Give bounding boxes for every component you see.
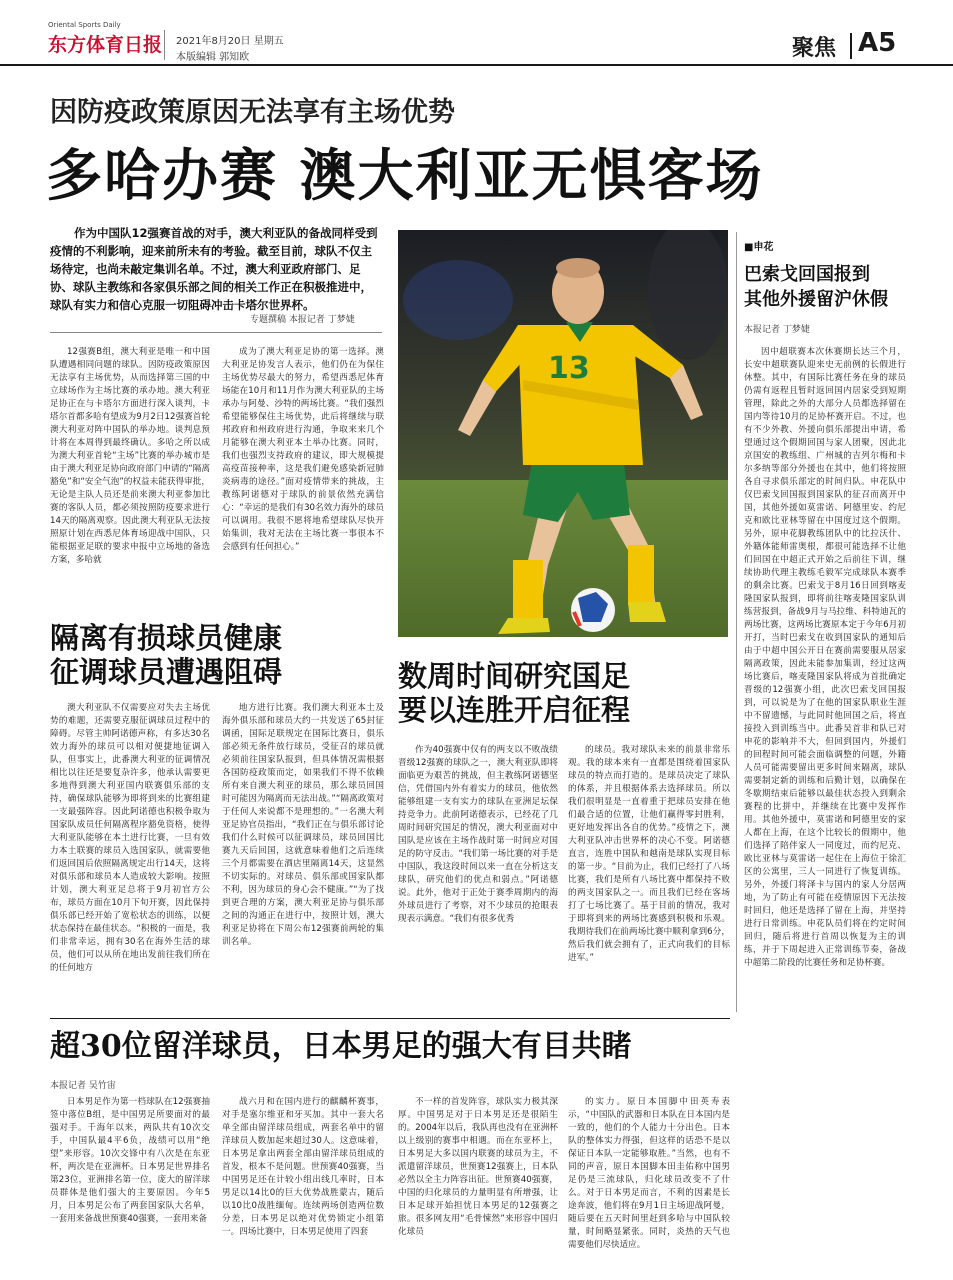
article-column-5: 作为40强赛中仅有的两支以不败战绩晋级12强赛的球队之一，澳大利亚队即将面临更为艰苦的挑战，但主教练阿诺德坚信，凭借国内外有着实力的球员，他依然能够组建一支有实力的球队在亚洲足坛保持竞争力。此前阿诺德表示，已经花了几周时间研究国足的情况，澳大利亚面对中国队是应该在主场作战时第一时间应对国足的防守反击。“我们第一场比赛的对手是中国队，我这段时间以来一直在分析这支球队，研究他们的优点和弱点。”阿诺德说。此外，他对于正处于赛季周期内的海外球员进行了考察，对不少球员的抢眼表现表示满意。“我们有很多优秀 [398, 745, 558, 924]
subhead-study-line-2: 要以连胜开启征程 [398, 692, 631, 727]
sidebar-body: 因中超联赛本次休赛期长达三个月，长安中超联赛队迎来史无前例的长假进行休整。其中，有国际比赛任务在身的球员仍需有返程且暂时返回国内居家受到短期管理，除此之外的大部分人员都选择留在国内等待10月的足协杯赛开启。不过，也有不少外教、外援向俱乐部提出申请，希望通过这个假期回国与家人团聚，因此北京国安的教练组、广州城的吉列尔梅和卡尔多纳等部分外援也在其中，他们将按照各自寻求俱乐部定的时间归队。申花队中仅巴索戈回国报到国家队的征召而离开中国，其他外援如莫雷诺、阿德里安、约尼克和欧比亚林等留在中国度过这个假期。另外，原申花脚教练团队中的比拉沃什、外籍体能师雷奥根，都很可能选择不让他们回国在中超正式开始之后前往下训，继续协助代理主教练毛毅军完成球队本赛季的剩余比赛。巴索戈于8月16日回到喀麦隆国家队报到，即将前往喀麦隆国家队训练营报到，备战9月与马拉维、科特迪瓦的两场比赛，这两场比赛原本定于今年6月初开打，当时巴索戈在收到国家队的通知后由于中超中国公开日在赛前需要服从居家隔离政策，因此未能参加集训，经过这两场比赛后，喀麦隆国家队将成为首批确定晋级的12强赛小组，此次巴索戈回国报到，可以说是为了在他的国家队职业生涯中不留遗憾，与此同时他回国之后，将直接投入到训练当中。此番吴首非和队已对申花的影响并不大，但回到国内，外援们的回程时间可能会面临调整的问题，外籍人员可能需要留出更多时间来隔离，球队需要制定新的训练和后勤计划，以确保在冬歇期结束后能够以最佳状态投入到剩余赛程的比拼中，并继续在比赛中发挥作用。其他外援中，莫雷诺和阿德里安的家人都在上海，在这个比较长的假期中，他们选择了陪伴家人一同度过，而约尼克、欧比亚林与莫雷诺一起住在上海位于徐汇区的公寓里，三人一同进行了恢复训练。另外，外援门将泽卡与国内的家人分居两地，为了防止有可能在疫情原因下无法按时回归，他还是选择了留在上海，并坚持进行日常训练。申花队员们将在约定时间回归，随后将进行首周以恢复为主的训练，并于下周起进入正常训练节奏，备战中超第二阶段的比赛任务和足协杯赛。 [744, 347, 906, 968]
subhead-isolation [50, 622, 282, 689]
logo-text: 东方体育日报 [48, 34, 163, 56]
sidebar-title [744, 262, 888, 312]
subhead-isolation-line-1: 隔离有损球员健康 [50, 621, 283, 655]
section-divider [850, 33, 852, 59]
bottom-story-rule [50, 1018, 730, 1019]
article-column-2: 成为了澳大利亚足协的第一选择。澳大利亚足协发言人表示，他们仍在为保住主场优势尽最大的努力，希望西悉尼体育场能在10月和11月作为澳大利亚队的主场承办与阿曼、沙特的两场比赛。“我们强烈希望能够保住主场优势，此后将继续与联邦政府和州政府进行沟通，争取来来几个月能够在澳大利亚本土举办比赛。同时，我们也强烈支持政府的建议，即大规模提高疫苗接种率，这是我们避免感染新冠肺炎病毒的途径。”面对疫情带来的挑战，主教练阿诺德对于球队的前景依然充满信心：“幸运的是我们有30名效力海外的球员可以调用。我很不愿将地希望球队尽快开始集训，我对无法在主场比赛一事很本不会感到有任何担心。” [222, 347, 384, 552]
article-lead: 作为中国队12强赛首战的对手，澳大利亚队的备战同样受到疫情的不利影响，迎来前所未有的考验。截至目前，球队不仅主场待定，也尚未敲定集训名单。不过，澳大利亚政府部门、足协、球队主教练和各家俱乐部之间的相关工作正在积极推进中，球队有实力和信心克服一切阻碍冲击卡塔尔世界杯。 [50, 226, 378, 312]
player-photo [398, 230, 728, 637]
section-name: 聚焦 [792, 35, 837, 61]
bottom-column-4: 的实力。原日本国脚中田英寿表示，“中国队的武器和日本队在日本国内是一致的，他们的个人能力十分出色。日本队的整体实力得强，但这样的话恐不是以保证日本队一定能够取胜。”当然，也有不同的声音，原日本国脚本田圭佑称中国男足仍是三流球队，归化球员改变不了什么。对于日本男足而言，不利的因素是长途奔波，他们将在9月1日主场迎战阿曼，随后要在五天时间里赶到多哈与中国队较量，时间略显紧张。同时，炎热的天气也需要他们尽快适应。 [568, 1097, 730, 1250]
article-headline: 多哈办赛 澳大利亚无惧客场 [46, 143, 764, 209]
masthead-divider [164, 30, 165, 60]
article-column-6: 的球员。我对球队未来的前景非常乐观。我的球本来有一直都是围绕着国家队球员的特点而打造的。是球员决定了球队的体系，并且根据体系去选择球员。所以我们很明显是一直着重于把球员安排在他们最合适的位置，让他们赢得零封胜利，更好地发挥出各自的优势。”疫情之下，澳大利亚队冲击世界杯的决心不变。阿诺德直言，连胜中国队和越南是球队实现目标的第一步。“目前为止，我们已经打了八场比赛，我们是所有八场比赛中都保持不败的两支国家队之一。而且我们已经在客场打了七场比赛了。基于目前的情况，我对于即将到来的两场比赛感到积极和乐观。我期待我们在前两场比赛中顺利拿到6分，然后我们就会拥有了，正式向我们的目标进军。” [568, 745, 730, 963]
player-photo-illustration [398, 230, 728, 637]
newspaper-logo [48, 21, 163, 57]
article-column-4: 地方进行比赛。我们澳大利亚本土及海外俱乐部和球员大约一共发送了65封征调函，国际足联规定在国际比赛日，俱乐部必须无条件放行球员，受征召的球员就必须前往国家队报到，但具体情况需根据各国防疫政策而定，如果我们不得不依赖所有来自澳大利亚的球员，那么球员回国时可能因为隔离而无法出战。”“隔离政策对于任何人来说都不是理想的。”一名澳大利亚足协官员指出，“我们正在与俱乐部讨论我们什么时候可以征调球员，球员回国比赛九天后回国，这就意味着他们之后连续三个月都需要在酒店里隔离14天，这显然不切实际的。对球员、俱乐部或国家队都不利，因为球员的身心会不健康。”“为了找到更合理的方案，澳大利亚足协与俱乐部之间的沟通正在进行中，按照计划，澳大利亚足协将在下周公布12强赛前两轮的集训名单。 [222, 703, 384, 947]
subhead-study-line-1: 数周时间研究国足 [398, 659, 631, 693]
bottom-headline: 超30位留洋球员，日本男足的强大有目共睹 [50, 1029, 632, 1064]
sidebar-title-line-1: 巴索戈回国报到 [744, 264, 870, 285]
lead-rule [50, 332, 382, 333]
article-column-3: 澳大利亚队不仅需要应对失去主场优势的难题，还需要克服征调球员过程中的障碍。尽管主帅阿诺德声称，有多达30名效力海外的球员可以相对便捷地征调入队，但事实上，此番澳大利亚的征调情况相比以往还是要复杂许多，他承认需要更多地得到澳大利亚国内联赛俱乐部的支持，确保球队能够为即将到来的比赛组建一支最强阵容。因此阿诺德也积极争取为国家队成员任何隔离程序豁免资格，使得大利亚队能够在本土进行比赛，一旦有效力本土联赛的球员入选国家队，就需要他们返回国后依照隔离规定出行14天，这将对俱乐部和球员本人造成较大影响。按照计划，澳大利亚足总将于9月初官方公布，球员方面在10月下旬开赛，因此保持俱乐部已经开始了宽松状态的训练，以便状态保持在最佳状态。“积极的一面是，我们非常幸运，拥有30名在海外生活的球员，他们可以从所在地出发前往我们所在的任何地方 [50, 703, 210, 973]
sidebar-tag: ■申花 [744, 242, 774, 253]
issue-date: 2021年8月20日 星期五 [176, 36, 284, 47]
bottom-column-2: 战六月和在国内进行的麒麟杯赛事，对手是塞尔维亚和牙买加。其中一套大名单全部由留洋球员组成，两套名单中的留洋球员人数加起来超过30人。这意味着，日本男足拿出两套全部由留洋球员组成的首发，根本不是问题。世预赛40强赛，当中国男足还在计较小组出线几率时，日本男足以14比0的巨大优势战胜蒙古，随后以10比0战胜缅甸。连续两场创造两位数分差，日本男足以绝对优势锁定小组第一。四场比赛中，日本男足使用了四套 [222, 1097, 384, 1237]
page-number: A5 [858, 28, 897, 58]
logo-english: Oriental Sports Daily [48, 21, 121, 29]
sidebar-divider [736, 232, 737, 1012]
jersey-number: 13 [548, 351, 590, 386]
article-byline: 专题撰稿 本报记者 丁梦婕 [250, 315, 355, 325]
sidebar-byline: 本报记者 丁梦婕 [744, 325, 810, 335]
bottom-column-1: 日本男足作为第一档球队在12强赛抽签中落位B组，是中国男足所要面对的最强对手。千海年以来，两队共有10次交手，中国队最4平6负，战绩可以用“绝望”来形容。10次交锋中有八次是在东亚杯，两次是在亚洲杯。日本男足世界排名第23位，亚洲排名第一位，庞大的留洋球员群体是他们强大的主要原因。今年5月，日本男足公布了两套国家队大名单，一套用来备战世预赛40强赛，一套用来备 [50, 1097, 210, 1224]
article-column-1: 12强赛B组，澳大利亚是唯一和中国队遭遇相同问题的球队。因防疫政策原因无法享有主场优势，从而选择第三国的中立球场作为主场比赛的承办地。澳大利亚足协正在与卡塔尔方面进行深入谈判，卡塔尔首都多哈有望成为9月2日12强赛首轮澳大利亚对阵中国队的举办地。谈判息预计将在本周得到最终确认。多哈之所以成为澳大利亚首轮“主场”比赛的举办城市是由于澳大利亚足协向政府部门申请的“隔离豁免”和“安全气泡”的权益未能获得审批，无论是主队人员还是前来澳大利亚参加比赛的客队人员，都必须按照防疫要求进行14天的隔离观察。因此澳大利亚队无法按照原计划在西悉尼体育场迎战中国队，只能根据亚足联的要求申报中立场地的备选方案，多哈就 [50, 347, 210, 565]
sidebar-title-line-2: 其他外援留沪休假 [744, 289, 888, 310]
subhead-isolation-line-2: 征调球员遭遇阻碍 [50, 654, 283, 689]
bottom-column-3: 不一样的首发阵容，球队实力极其深厚。中国男足对于日本男足还是很陌生的。2004年以后，我队再也没有在亚洲杯以上级别的赛事中相遇。而在东亚杯上，日本男足大多以国内联赛的球员为主，不派遣留洋球员，世预赛12强赛上，日本队必然以全主力阵容出征。世预赛40强赛，中国的归化球员的力量明显有所增强，让日本足球开始担忧日本男足的12强赛之旅。很多网友用“毛骨悚然”来形容中国归化球员 [398, 1097, 558, 1237]
article-kicker: 因防疫政策原因无法享有主场优势 [50, 97, 455, 128]
bottom-byline: 本报记者 吴竹宙 [50, 1081, 116, 1091]
page-editor: 本版编辑 郭知欧 [176, 52, 250, 63]
subhead-study [398, 660, 630, 727]
